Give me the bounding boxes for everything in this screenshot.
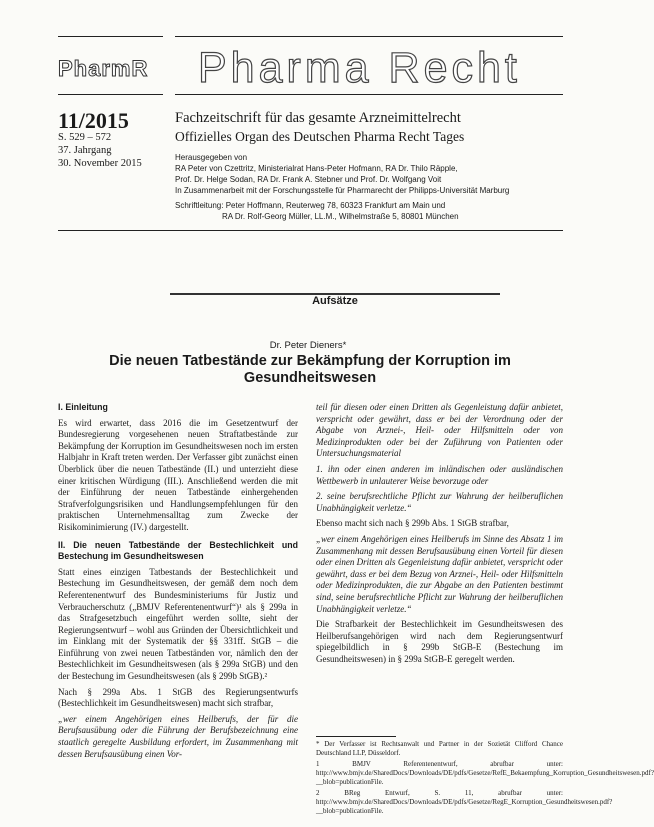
paragraph: Nach § 299a Abs. 1 StGB des Regierungsentwurfs (Bestechlichkeit im Gesundheitswesen) macht sich strafbar, — [58, 686, 298, 709]
list-item: 2. seine berufsrechtliche Pflicht zur Wahrung der heilberuflichen Unabhängigkeit verletze.“ — [316, 491, 563, 513]
top-rule-right — [175, 36, 563, 37]
article-title — [70, 353, 550, 387]
right-column — [316, 402, 563, 669]
quotation: „wer einem Angehörigen eines Heilberufs, der für die Berufsausübung oder die Führung der Berufsbezeichnung eine staatlich geregelte Ausbildung erfordert, im Zusammenhang mit dessen Berufsausübung einen Vor- — [58, 713, 298, 759]
journal-organ: Offizielles Organ des Deutschen Pharma Recht Tages — [175, 129, 465, 144]
top-rule-left — [58, 36, 163, 37]
article-author: Dr. Peter Dieners* — [269, 340, 347, 351]
logo-small: PharmR — [58, 56, 149, 81]
issue-pages: S. 529 – 572 — [58, 132, 112, 143]
quotation: „wer einem Angehörigen eines Heilberufs im Sinne des Absatz 1 im Zusammenhang mit dessen Berufsausübung einen Vorteil für diesen oder einen Dritten als Gegenleistung dafür anbietet, verspricht oder gewährt, dass er bei dem Bezug von Arznei-, Heil- oder Hilfsmitteln oder Medizinprodukten, die zur Abgabe an den Patienten bestimmt sind, seine berufsrechtliche Pflicht zur Wahrung der heilberuflichen Unabhängigkeit verletze.“ — [316, 533, 563, 614]
footnote: 1 BMJV Referentenentwurf, abrufbar unter: http://www.bmjv.de/SharedDocs/Downloads/DE/pdfs/Gesetze/RefE_Bekaempfung_Korruption_Gesundheitswesen.pdf?__blob=publicationFile. — [316, 760, 654, 786]
footnote: * Der Verfasser ist Rechtsanwalt und Partner in der Sozietät Clifford Chance Deutschland LLP, Düsseldorf. — [316, 740, 563, 757]
editorial-line-1: Schriftleitung: Peter Hoffmann, Reuterweg 78, 60323 Frankfurt am Main und — [175, 201, 446, 210]
logo-wordmark: Pharma Recht — [198, 44, 521, 92]
paragraph: Es wird erwartet, dass 2016 die im Gesetzentwurf der Bundesregierung vorgesehenen neuen Straftatbestände zur Bekämpfung der Korruption im Gesundheitswesen noch im ersten Halbjahr in Kraft treten werden. Der Verfasser gibt zunächst einen Überblick über die neuen Tatbestände (II.) und unterzieht diese einer kritischen Würdigung (III.). Anschließend werden die mit der Einführung der neuen Tatbestände einhergehenden Strafverfolgungsrisiken und Handlungsempfehlungen für den praktischen Unternehmensalltag zum Zwecke der Risikominimierung (IV.) dargestellt. — [58, 417, 298, 532]
issue-date: 30. November 2015 — [58, 158, 142, 169]
quotation: teil für diesen oder einen Dritten als Gegenleistung dafür anbietet, verspricht oder gewährt, dass er bei der Verordnung oder der Abgabe von Arznei-, Heil- oder Hilfsmitteln oder von Medizinprodukten oder bei der Zuführung von Patienten oder Untersuchungsmaterial — [316, 402, 563, 459]
editors-line-1: RA Peter von Czettritz, Ministerialrat Hans-Peter Hofmann, RA Dr. Thilo Räpple, — [175, 164, 458, 173]
editors-label: Herausgegeben von — [175, 153, 248, 162]
editorial-line-2: RA Dr. Rolf-Georg Müller, LL.M., Wilhelmstraße 5, 80801 München — [222, 212, 459, 221]
header-bottom-rule — [58, 230, 563, 231]
section-heading: Aufsätze — [312, 295, 358, 307]
header-rule-right — [175, 94, 563, 95]
heading-new-offences: II. Die neuen Tatbestände der Bestechlichkeit und Bestechung im Gesundheitswesen — [58, 539, 298, 562]
paragraph: Ebenso macht sich nach § 299b Abs. 1 StGB strafbar, — [316, 518, 509, 529]
editors-line-3: In Zusammenarbeit mit der Forschungsstelle für Pharmarecht der Philipps-Universität Marburg — [175, 186, 510, 195]
paragraph: Statt eines einzigen Tatbestands der Bestechlichkeit und Bestechung im Gesundheitswesen, der gemäß dem noch dem Referentenentwurf des Bundesministeriums für Justiz und Verbraucherschutz („BMJV Referentenentwurf“)¹ als § 299a in das Strafgesetzbuch eingeführt werden sollte, sieht der Regierungsentwurf – wohl aus Gründen der Übersichtlichkeit und im Einklang mit der Systematik der §§ 331ff. StGB – die Einführung von zwei neuen Tatbeständen vor, nämlich den der Bestechlichkeit im Gesundheitswesen (als § 299a StGB) und den der Bestechung im Gesundheitswesen (als § 299b StGB).² — [58, 566, 298, 682]
footnote-rule — [316, 736, 396, 737]
left-column — [58, 402, 298, 764]
list-item: 1. ihn oder einen anderen im inländischen oder ausländischen Wettbewerb in unlauterer Weise bevorzuge oder — [316, 463, 563, 486]
header-rule-left — [58, 94, 163, 95]
article-title-line-1: Die neuen Tatbestände zur Bekämpfung der Korruption im — [109, 353, 511, 369]
paragraph: Die Strafbarkeit der Bestechlichkeit im Gesundheitswesen des Heilberufsangehörigen wird nach dem Regierungsentwurf spiegelbildlich in § 299b StGB-E (Bestechung im Gesundheitswesen) in § 299a StGB-E geregelt werden. — [316, 619, 563, 664]
heading-introduction: I. Einleitung — [58, 402, 108, 412]
issue-number: 11/2015 — [58, 108, 129, 133]
issue-volume: 37. Jahrgang — [58, 145, 112, 156]
footnotes — [316, 740, 654, 816]
footnote: 2 BReg Entwurf, S. 11, abrufbar unter: http://www.bmjv.de/SharedDocs/Downloads/DE/pdfs/Gesetze/RegE_Korruption_Gesundheitswesen.pdf?__blob=publicationFile. — [316, 789, 613, 815]
article-title-line-2: Gesundheitswesen — [243, 370, 377, 386]
editors-line-2: Prof. Dr. Helge Sodan, RA Dr. Frank A. Stebner und Prof. Dr. Wolfgang Voit — [175, 175, 442, 184]
journal-subtitle: Fachzeitschrift für das gesamte Arzneimittelrecht — [175, 110, 461, 126]
